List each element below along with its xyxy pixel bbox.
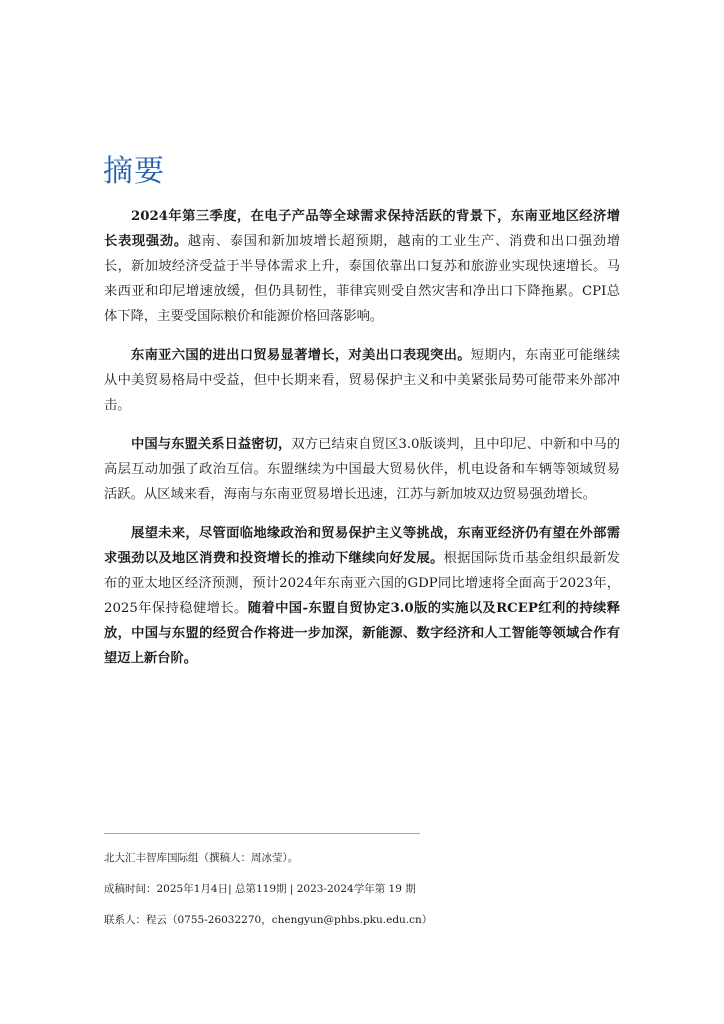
paragraph-4-bold-2: 随着中国-东盟自贸协定3.0版的实施以及RCEP红利的持续释放，中国与东盟的经贸合作将进一步加深，新能源、数字经济和人工智能等领域合作有望迈上新台阶。 bbox=[104, 601, 620, 666]
paragraph-3 bbox=[104, 432, 620, 507]
footer-date-info: 成稿时间：2025年1月4日| 总第119期 | 2023-2024学年第 19 期 bbox=[104, 883, 416, 895]
paragraph-4-bold: 展望未来，尽管面临地缘政治和贸易保护主义等挑战，东南亚经济仍有望在外部需求强劲以及地区消费和投资增长的推动下继续向好发展。 bbox=[104, 526, 620, 566]
footer bbox=[104, 850, 624, 943]
footer-contact: 联系人：程云（0755-26032270，chengyun@phbs.pku.edu.cn） bbox=[104, 914, 433, 926]
page-title: 摘要 bbox=[103, 154, 165, 189]
paragraph-2 bbox=[104, 343, 620, 418]
paragraph-2-text: 短期内，东南亚可能继续从中美贸易格局中受益，但中长期来看，贸易保护主义和中美紧张局势可能带来外部冲击。 bbox=[104, 348, 621, 413]
paragraph-3-text: 双方已结束自贸区3.0版谈判，且中印尼、中新和中马的高层互动加强了政治互信。东盟继续为中国最大贸易伙伴，机电设备和车辆等领域贸易活跃。从区域来看，海南与东南亚贸易增长迅速，江苏与新加坡双边贸易强劲增长。 bbox=[104, 437, 620, 502]
paragraph-1-text: 越南、泰国和新加坡增长超预期，越南的工业生产、消费和出口强劲增长，新加坡经济受益于半导体需求上升，泰国依靠出口复苏和旅游业实现快速增长。马来西亚和印尼增速放缓，但仍具韧性，菲律宾则受自然灾害和净出口下降拖累。CPI总体下降，主要受国际粮价和能源价格回落影响。 bbox=[104, 234, 621, 324]
paragraph-4-text: 根据国际货币基金组织最新发布的亚太地区经济预测，预计2024年东南亚六国的GDP同比增速将全面高于2023年，2025年保持稳健增长。 bbox=[104, 551, 621, 616]
paragraph-1 bbox=[104, 204, 620, 329]
paragraph-3-bold: 中国与东盟关系日益密切， bbox=[131, 437, 292, 452]
paragraph-1-bold: 2024年第三季度，在电子产品等全球需求保持活跃的背景下，东南亚地区经济增长表现强劲。 bbox=[104, 209, 620, 249]
summary-body bbox=[104, 204, 620, 685]
paragraph-2-bold: 东南亚六国的进出口贸易显著增长，对美出口表现突出。 bbox=[131, 348, 471, 363]
footer-divider bbox=[104, 833, 420, 834]
footer-org: 北大汇丰智库国际组（撰稿人：周冰莹）。 bbox=[104, 852, 299, 864]
paragraph-4 bbox=[104, 521, 620, 671]
